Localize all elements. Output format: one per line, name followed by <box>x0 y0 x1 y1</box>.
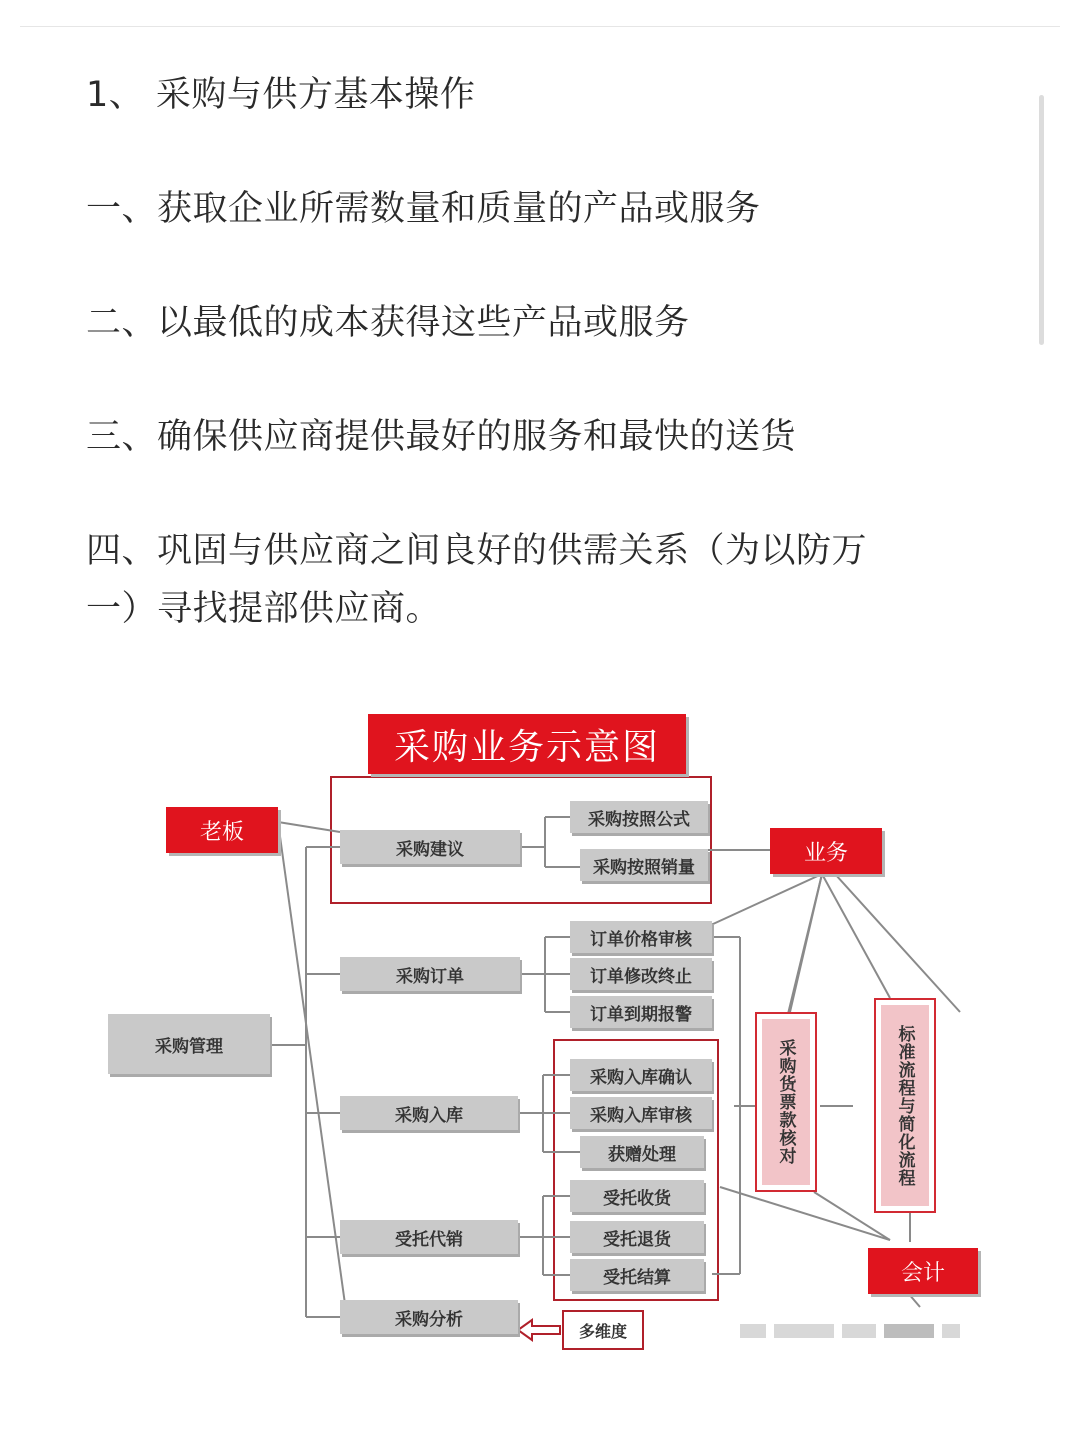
heading-line: 1、 采购与供方基本操作 <box>86 75 476 115</box>
consign-return-node: 受托退货 <box>570 1221 704 1253</box>
accounting-node: 会计 <box>868 1248 978 1294</box>
order-due-node: 订单到期报警 <box>570 996 712 1028</box>
multi-dim-node: 多维度 <box>562 1310 644 1350</box>
procurement-diagram <box>100 692 1000 1382</box>
point-three: 三、确保供应商提供最好的服务和最快的送货 <box>86 417 797 457</box>
standard-flow-node <box>874 998 936 1213</box>
formula-node: 采购按照公式 <box>570 801 708 833</box>
scrollbar[interactable] <box>1039 95 1044 345</box>
diagram-title: 采购业务示意图 <box>368 714 686 774</box>
analysis-node: 采购分析 <box>340 1300 518 1334</box>
order-modify-node: 订单修改终止 <box>570 958 712 990</box>
standard-flow-label: 标准流程与简化流程 <box>881 1005 929 1206</box>
suggestion-node: 采购建议 <box>340 830 520 864</box>
consign-node: 受托代销 <box>340 1220 518 1254</box>
point-one: 一、获取企业所需数量和质量的产品或服务 <box>86 189 761 229</box>
top-divider <box>20 26 1060 27</box>
consign-settle-node: 受托结算 <box>570 1259 704 1291</box>
invoice-check-label: 采购货票款核对 <box>762 1019 810 1185</box>
business-node: 业务 <box>770 828 882 874</box>
root-node: 采购管理 <box>108 1014 270 1074</box>
boss-node: 老板 <box>166 807 278 853</box>
inbound-node: 采购入库 <box>340 1096 518 1130</box>
price-review-node: 订单价格审核 <box>570 921 712 953</box>
gift-node: 获赠处理 <box>580 1136 704 1168</box>
sales-node: 采购按照销量 <box>580 849 708 881</box>
inbound-confirm-node: 采购入库确认 <box>570 1059 712 1091</box>
order-node: 采购订单 <box>340 957 520 991</box>
inbound-review-node: 采购入库审核 <box>570 1097 712 1129</box>
point-four-a: 四、巩固与供应商之间良好的供需关系（为以防万 <box>86 531 868 571</box>
invoice-check-node <box>755 1012 817 1192</box>
article-text <box>86 66 986 638</box>
blurred-watermark <box>740 1322 990 1340</box>
point-four-b: 一）寻找提部供应商。 <box>86 589 442 629</box>
consign-receive-node: 受托收货 <box>570 1180 704 1212</box>
point-two: 二、以最低的成本获得这些产品或服务 <box>86 303 690 343</box>
